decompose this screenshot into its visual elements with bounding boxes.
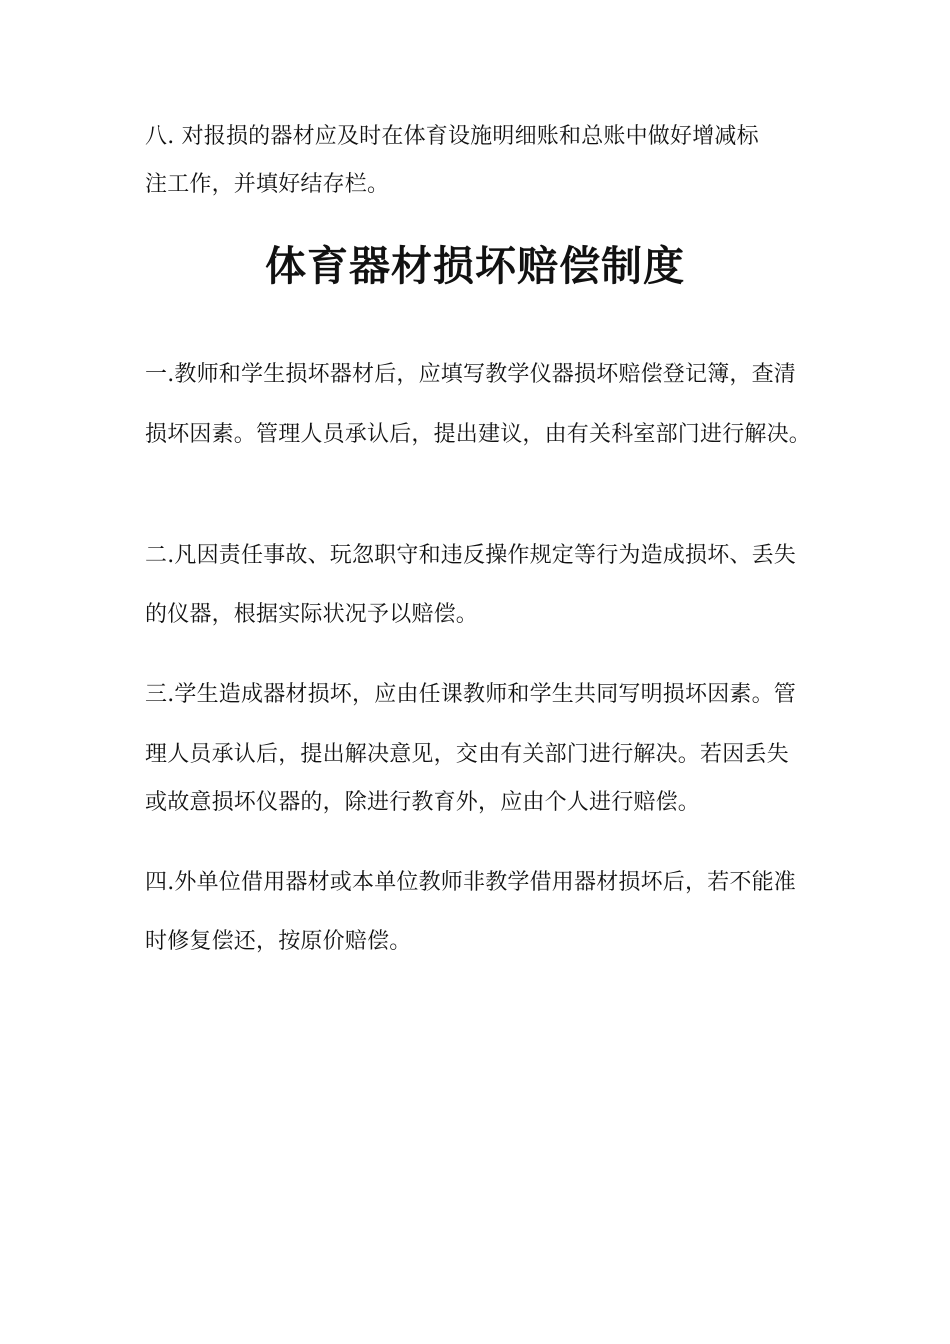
item-3-line-2: 理人员承认后，提出解决意见，交由有关部门进行解决。若因丢失 <box>145 742 789 767</box>
intro-line-1: 八. 对报损的器材应及时在体育设施明细账和总账中做好增减标 <box>145 124 759 149</box>
item-1-line-2: 损坏因素。管理人员承认后，提出建议，由有关科室部门进行解决。 <box>145 422 812 447</box>
item-3-line-1: 三.学生造成器材损坏，应由任课教师和学生共同写明损坏因素。管 <box>145 682 796 707</box>
document-title: 体育器材损坏赔偿制度 <box>265 242 685 290</box>
item-4-line-1: 四.外单位借用器材或本单位教师非教学借用器材损坏后，若不能准 <box>145 870 796 895</box>
item-3-line-3: 或故意损坏仪器的，除进行教育外，应由个人进行赔偿。 <box>145 790 701 815</box>
item-2-line-1: 二.凡因责任事故、玩忽职守和违反操作规定等行为造成损坏、丢失 <box>145 543 796 568</box>
intro-line-2: 注工作，并填好结存栏。 <box>145 172 390 197</box>
item-1-line-1: 一.教师和学生损坏器材后，应填写教学仪器损坏赔偿登记簿，查清 <box>145 362 796 387</box>
item-4-line-2: 时修复偿还，按原价赔偿。 <box>145 929 412 954</box>
item-2-line-2: 的仪器，根据实际状况予以赔偿。 <box>145 602 479 627</box>
